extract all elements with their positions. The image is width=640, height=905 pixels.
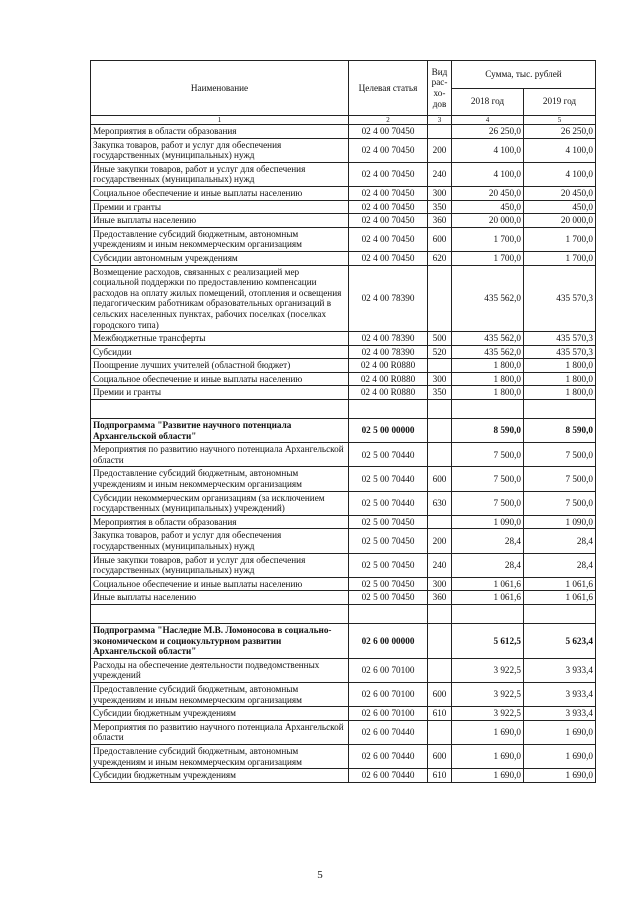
table-row <box>91 200 596 214</box>
cell-sum-2019: 26 250,0 <box>524 125 596 139</box>
cell-name: Мероприятия по развитию научного потенциала Архангельской области <box>91 720 349 744</box>
cell-expense-type: 600 <box>428 682 452 706</box>
cell-sum-2018: 435 562,0 <box>452 345 524 359</box>
cell-name: Предоставление субсидий бюджетным, автономным учреждениям и иным некоммерческим организациям <box>91 227 349 251</box>
cell-name: Подпрограмма "Наследие М.В. Ломоносова в социально-экономическом и социокультурном развитии Архангельской области" <box>91 623 349 658</box>
cell-sum-2018: 28,4 <box>452 553 524 577</box>
cell-sum-2019: 1 700,0 <box>524 251 596 265</box>
cell-expense-type: 360 <box>428 591 452 605</box>
table-row <box>91 529 596 553</box>
cell-sum-2019: 1 800,0 <box>524 372 596 386</box>
cell-sum-2019: 435 570,3 <box>524 345 596 359</box>
spacer-row <box>91 604 596 623</box>
cell-target-code: 02 4 00 78390 <box>349 265 428 332</box>
cell-target-code: 02 4 00 78390 <box>349 332 428 346</box>
cell-name: Субсидии некоммерческим организациям (за исключением государственных (муниципальных) учреждений) <box>91 491 349 515</box>
cell-expense-type <box>428 419 452 443</box>
cell-name: Подпрограмма "Развитие научного потенциала Архангельской области" <box>91 419 349 443</box>
cell-sum-2018: 1 690,0 <box>452 744 524 768</box>
cell-target-code: 02 6 00 70440 <box>349 769 428 783</box>
empty-cell <box>428 604 452 623</box>
cell-sum-2019: 1 690,0 <box>524 769 596 783</box>
table-row <box>91 186 596 200</box>
cell-sum-2019: 5 623,4 <box>524 623 596 658</box>
cell-sum-2019: 1 061,6 <box>524 591 596 605</box>
cell-sum-2019: 3 933,4 <box>524 707 596 721</box>
table-row <box>91 720 596 744</box>
cell-sum-2019: 20 450,0 <box>524 186 596 200</box>
cell-target-code: 02 5 00 70450 <box>349 529 428 553</box>
empty-cell <box>91 400 349 419</box>
cell-sum-2019: 28,4 <box>524 529 596 553</box>
colnum-3: 3 <box>428 116 452 125</box>
cell-name: Субсидии автономным учреждениям <box>91 251 349 265</box>
cell-target-code: 02 4 00 R0880 <box>349 386 428 400</box>
cell-sum-2018: 450,0 <box>452 200 524 214</box>
table-row <box>91 467 596 491</box>
cell-sum-2018: 435 562,0 <box>452 265 524 332</box>
cell-expense-type: 600 <box>428 467 452 491</box>
table-row <box>91 345 596 359</box>
cell-sum-2019: 7 500,0 <box>524 491 596 515</box>
cell-sum-2019: 3 933,4 <box>524 658 596 682</box>
cell-expense-type: 350 <box>428 200 452 214</box>
cell-sum-2018: 435 562,0 <box>452 332 524 346</box>
cell-name: Предоставление субсидий бюджетным, автономным учреждениям и иным некоммерческим организациям <box>91 682 349 706</box>
colnum-1: 1 <box>91 116 349 125</box>
cell-name: Мероприятия в области образования <box>91 515 349 529</box>
cell-expense-type <box>428 720 452 744</box>
cell-expense-type <box>428 359 452 373</box>
cell-sum-2019: 20 000,0 <box>524 214 596 228</box>
colnum-5: 5 <box>524 116 596 125</box>
table-row <box>91 265 596 332</box>
cell-expense-type: 610 <box>428 769 452 783</box>
cell-name: Иные закупки товаров, работ и услуг для обеспечения государственных (муниципальных) нужд <box>91 553 349 577</box>
cell-expense-type: 600 <box>428 227 452 251</box>
table-row <box>91 658 596 682</box>
table-row <box>91 227 596 251</box>
cell-name: Иные выплаты населению <box>91 591 349 605</box>
cell-sum-2019: 1 700,0 <box>524 227 596 251</box>
cell-target-code: 02 4 00 70450 <box>349 251 428 265</box>
subprogram-row <box>91 623 596 658</box>
cell-sum-2019: 4 100,0 <box>524 162 596 186</box>
cell-target-code: 02 6 00 70440 <box>349 744 428 768</box>
cell-target-code: 02 5 00 70450 <box>349 553 428 577</box>
cell-sum-2019: 4 100,0 <box>524 138 596 162</box>
cell-expense-type: 620 <box>428 251 452 265</box>
cell-name: Возмещение расходов, связанных с реализацией мер социальной поддержки по предоставлению компенсации расходов на оплату жилых помещений, отопления и освещения педагогическим работникам образовательных организаций в сельских населенных пунктах, рабочих поселках (поселках городского типа) <box>91 265 349 332</box>
table-row <box>91 332 596 346</box>
cell-expense-type: 240 <box>428 162 452 186</box>
cell-sum-2018: 1 700,0 <box>452 227 524 251</box>
cell-target-code: 02 6 00 70100 <box>349 682 428 706</box>
cell-expense-type: 350 <box>428 386 452 400</box>
cell-target-code: 02 6 00 70440 <box>349 720 428 744</box>
cell-sum-2018: 1 700,0 <box>452 251 524 265</box>
header-vid: Вид рас-хо-дов <box>428 61 452 116</box>
cell-target-code: 02 4 00 78390 <box>349 345 428 359</box>
empty-cell <box>428 400 452 419</box>
empty-cell <box>349 604 428 623</box>
cell-target-code: 02 6 00 70100 <box>349 707 428 721</box>
cell-sum-2018: 1 090,0 <box>452 515 524 529</box>
cell-sum-2019: 1 061,6 <box>524 577 596 591</box>
document-page <box>90 60 595 783</box>
cell-expense-type: 300 <box>428 372 452 386</box>
cell-target-code: 02 5 00 70450 <box>349 577 428 591</box>
table-row <box>91 682 596 706</box>
header-2019: 2019 год <box>524 88 596 116</box>
cell-sum-2018: 1 800,0 <box>452 372 524 386</box>
cell-target-code: 02 5 00 70450 <box>349 591 428 605</box>
cell-sum-2019: 8 590,0 <box>524 419 596 443</box>
cell-sum-2018: 3 922,5 <box>452 658 524 682</box>
cell-sum-2018: 20 000,0 <box>452 214 524 228</box>
cell-name: Закупка товаров, работ и услуг для обеспечения государственных (муниципальных) нужд <box>91 529 349 553</box>
cell-sum-2018: 4 100,0 <box>452 162 524 186</box>
cell-sum-2018: 5 612,5 <box>452 623 524 658</box>
empty-cell <box>91 604 349 623</box>
table-row <box>91 359 596 373</box>
cell-name: Социальное обеспечение и иные выплаты населению <box>91 372 349 386</box>
table-row <box>91 251 596 265</box>
cell-target-code: 02 4 00 70450 <box>349 125 428 139</box>
cell-target-code: 02 6 00 00000 <box>349 623 428 658</box>
table-row <box>91 214 596 228</box>
colnum-4: 4 <box>452 116 524 125</box>
cell-expense-type: 360 <box>428 214 452 228</box>
table-row <box>91 125 596 139</box>
cell-target-code: 02 5 00 70440 <box>349 443 428 467</box>
cell-target-code: 02 5 00 70440 <box>349 491 428 515</box>
subprogram-row <box>91 419 596 443</box>
cell-name: Иные закупки товаров, работ и услуг для обеспечения государственных (муниципальных) нужд <box>91 162 349 186</box>
empty-cell <box>452 604 524 623</box>
cell-sum-2019: 1 690,0 <box>524 720 596 744</box>
cell-expense-type: 300 <box>428 577 452 591</box>
table-row <box>91 591 596 605</box>
cell-expense-type <box>428 515 452 529</box>
cell-name: Мероприятия по развитию научного потенциала Архангельской области <box>91 443 349 467</box>
cell-target-code: 02 4 00 70450 <box>349 200 428 214</box>
cell-name: Субсидии <box>91 345 349 359</box>
cell-target-code: 02 5 00 70440 <box>349 467 428 491</box>
cell-expense-type: 610 <box>428 707 452 721</box>
cell-name: Предоставление субсидий бюджетным, автономным учреждениям и иным некоммерческим организациям <box>91 744 349 768</box>
table-row <box>91 515 596 529</box>
column-number-row <box>91 116 596 125</box>
cell-sum-2018: 7 500,0 <box>452 467 524 491</box>
budget-table <box>90 60 596 783</box>
cell-expense-type: 300 <box>428 186 452 200</box>
cell-name: Субсидии бюджетным учреждениям <box>91 769 349 783</box>
table-row <box>91 491 596 515</box>
empty-cell <box>349 400 428 419</box>
cell-name: Премии и гранты <box>91 386 349 400</box>
cell-name: Премии и гранты <box>91 200 349 214</box>
cell-name: Поощрение лучших учителей (областной бюджет) <box>91 359 349 373</box>
cell-sum-2018: 3 922,5 <box>452 682 524 706</box>
colnum-2: 2 <box>349 116 428 125</box>
cell-sum-2019: 7 500,0 <box>524 467 596 491</box>
cell-name: Социальное обеспечение и иные выплаты населению <box>91 577 349 591</box>
table-row <box>91 138 596 162</box>
cell-sum-2018: 1 061,6 <box>452 591 524 605</box>
cell-expense-type: 630 <box>428 491 452 515</box>
cell-sum-2018: 1 061,6 <box>452 577 524 591</box>
cell-sum-2019: 3 933,4 <box>524 682 596 706</box>
cell-expense-type: 200 <box>428 529 452 553</box>
cell-expense-type: 600 <box>428 744 452 768</box>
cell-name: Мероприятия в области образования <box>91 125 349 139</box>
cell-sum-2018: 7 500,0 <box>452 491 524 515</box>
cell-sum-2019: 435 570,3 <box>524 265 596 332</box>
cell-name: Социальное обеспечение и иные выплаты населению <box>91 186 349 200</box>
cell-target-code: 02 4 00 70450 <box>349 214 428 228</box>
cell-target-code: 02 5 00 00000 <box>349 419 428 443</box>
cell-sum-2019: 1 800,0 <box>524 359 596 373</box>
cell-target-code: 02 4 00 70450 <box>349 227 428 251</box>
table-row <box>91 577 596 591</box>
cell-name: Субсидии бюджетным учреждениям <box>91 707 349 721</box>
header-row <box>91 61 596 89</box>
cell-expense-type: 200 <box>428 138 452 162</box>
cell-expense-type: 240 <box>428 553 452 577</box>
cell-sum-2018: 8 590,0 <box>452 419 524 443</box>
cell-sum-2018: 28,4 <box>452 529 524 553</box>
empty-cell <box>524 604 596 623</box>
cell-sum-2018: 1 800,0 <box>452 386 524 400</box>
cell-expense-type <box>428 623 452 658</box>
cell-expense-type <box>428 658 452 682</box>
header-2018: 2018 год <box>452 88 524 116</box>
cell-name: Иные выплаты населению <box>91 214 349 228</box>
header-sum: Сумма, тыс. рублей <box>452 61 596 89</box>
table-row <box>91 372 596 386</box>
cell-target-code: 02 4 00 70450 <box>349 186 428 200</box>
cell-expense-type: 500 <box>428 332 452 346</box>
cell-target-code: 02 4 00 R0880 <box>349 359 428 373</box>
table-row <box>91 707 596 721</box>
cell-name: Закупка товаров, работ и услуг для обеспечения государственных (муниципальных) нужд <box>91 138 349 162</box>
table-row <box>91 769 596 783</box>
empty-cell <box>452 400 524 419</box>
header-target: Целевая статья <box>349 61 428 116</box>
cell-expense-type <box>428 265 452 332</box>
cell-target-code: 02 4 00 70450 <box>349 162 428 186</box>
cell-target-code: 02 6 00 70100 <box>349 658 428 682</box>
table-row <box>91 443 596 467</box>
cell-expense-type <box>428 443 452 467</box>
cell-sum-2018: 3 922,5 <box>452 707 524 721</box>
table-row <box>91 553 596 577</box>
header-name: Наименование <box>91 61 349 116</box>
cell-sum-2018: 7 500,0 <box>452 443 524 467</box>
cell-sum-2018: 1 690,0 <box>452 769 524 783</box>
cell-sum-2018: 26 250,0 <box>452 125 524 139</box>
empty-cell <box>524 400 596 419</box>
cell-expense-type: 520 <box>428 345 452 359</box>
cell-sum-2019: 1 800,0 <box>524 386 596 400</box>
cell-sum-2019: 435 570,3 <box>524 332 596 346</box>
cell-expense-type <box>428 125 452 139</box>
cell-sum-2018: 1 690,0 <box>452 720 524 744</box>
page-number: 5 <box>317 869 323 881</box>
cell-sum-2018: 20 450,0 <box>452 186 524 200</box>
cell-name: Межбюджетные трансферты <box>91 332 349 346</box>
table-row <box>91 162 596 186</box>
cell-target-code: 02 4 00 70450 <box>349 138 428 162</box>
cell-name: Расходы на обеспечение деятельности подведомственных учреждений <box>91 658 349 682</box>
cell-sum-2019: 1 690,0 <box>524 744 596 768</box>
cell-target-code: 02 5 00 70450 <box>349 515 428 529</box>
cell-name: Предоставление субсидий бюджетным, автономным учреждениям и иным некоммерческим организациям <box>91 467 349 491</box>
cell-sum-2019: 1 090,0 <box>524 515 596 529</box>
cell-sum-2019: 28,4 <box>524 553 596 577</box>
cell-sum-2019: 7 500,0 <box>524 443 596 467</box>
spacer-row <box>91 400 596 419</box>
cell-sum-2019: 450,0 <box>524 200 596 214</box>
table-row <box>91 386 596 400</box>
cell-target-code: 02 4 00 R0880 <box>349 372 428 386</box>
cell-sum-2018: 4 100,0 <box>452 138 524 162</box>
cell-sum-2018: 1 800,0 <box>452 359 524 373</box>
table-row <box>91 744 596 768</box>
